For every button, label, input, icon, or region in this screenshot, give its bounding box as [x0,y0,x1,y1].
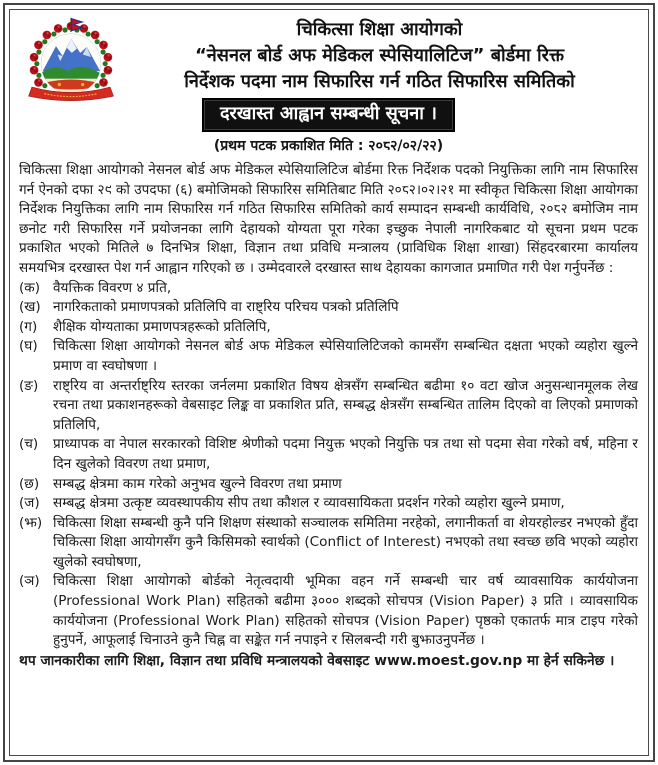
item-label: (घ) [19,338,38,355]
org-title-line-2: “नेसनल बोर्ड अफ मेडिकल स्पेसियालिटिज” बोर्डमा रिक्त [194,45,565,66]
item-label: (छ) [19,475,40,492]
notice-header [19,14,638,156]
item-label: (ग) [19,318,38,335]
footer-note [19,652,638,672]
item-label: (ङ) [19,377,39,394]
item-text: नागरिकताको प्रमाणपत्रको प्रतिलिपि वा राष्ट्रिय परिचय पत्रको प्रतिलिपि [53,299,399,316]
org-title-block [121,14,638,95]
intro-paragraph: चिकित्सा शिक्षा आयोगको नेसनल बोर्ड अफ मेडिकल स्पेसियालिटिज बोर्डमा रिक्त निर्देशक पदको नियुक्तिका लागि नाम सिफारिस गर्न ऐनको दफा २९ को उपदफा (६) बमोजिमको सिफारिस समितिबाट मिति २०८२।०२।२१ मा स्वीकृत चिकित्सा शिक्षा आयोगका निर्देशक नियुक्तिका लागि नाम सिफारिस गर्न गठित सिफारिस समितिको कार्य सम्पादन सम्बन्धी कार्यविधि, २०८२ बमोजिम नाम छनोट गरी सिफारिस गर्ने प्रयोजनका लागि देहायको योग्यता पूरा गरेका इच्छुक नेपाली नागरिकबाट यो सूचना प्रथम पटक प्रकाशित भएको मितिले ७ दिनभित्र शिक्षा, विज्ञान तथा प्रविधि मन्त्रालय (प्राविधिक शिक्षा शाखा) सिंहदरबारमा कार्यालय समयभित्र दरखास्त पेश गर्न आह्वान गरिएको छ । उम्मेदवारले दरखास्त साथ देहायका कागजात प्रमाणित गरी पेश गर्नुपर्नेछ : [19,162,638,276]
item-text: चिकित्सा शिक्षा सम्बन्धी कुनै पनि शिक्षण संस्थाको सञ्चालक समितिमा नरहेको, लगानीकर्ता वा शेयरहोल्डर नभएको हुँदा चिकित्सा शिक्षा आयोगसँग कुनै किसिमको स्वार्थको (Conflict of Interest) नभएको तथा स्वच्छ छवि भएको व्यहोरा खुलेको स्वघोषणा, [53,514,638,570]
item-text: सम्बद्ध क्षेत्रमा उत्कृष्ट व्यवस्थापकीय सीप तथा कौशल र व्यावसायिकता प्रदर्शन गरेको व्यहोरा खुल्ने प्रमाण, [53,495,565,512]
org-title-line-1: चिकित्सा शिक्षा आयोगको [296,19,463,40]
item-label: (ञ) [19,573,40,590]
notice-title: दरखास्त आह्वान सम्बन्धी सूचना । [202,98,455,132]
item-text: चिकित्सा शिक्षा आयोगको बोर्डको नेतृत्वदायी भूमिका वहन गर्ने सम्बन्धी चार वर्ष व्यावसायिक कार्ययोजना (Professional Work Plan) सहितको बढीमा ३००० शब्दको सोचपत्र (Vision Paper) ३ प्रति । व्यावसायिक कार्ययोजना (Professional Work Plan) सहितको सोचपत्र (Vision Paper) पृष्ठको एकातर्फ मात्र टाइप गरेको हुनुपर्ने, आफूलाई चिनाउने कुनै चिह्न वा सङ्केत गर्न नपाइने र सिलबन्दी गरी बुझाउनुपर्नेछ । [53,573,638,649]
list-item [19,475,638,495]
website-url: www.moest.gov.np [374,652,523,669]
inner-border-frame [9,9,649,756]
item-label: (क) [19,279,41,296]
list-item [19,337,638,376]
list-item [19,298,638,318]
notice-body [19,161,638,751]
list-item [19,279,638,299]
item-label: (च) [19,436,39,453]
list-item [19,435,638,474]
list-item [19,572,638,650]
list-item [19,377,638,436]
list-item [19,318,638,338]
outer-border-frame [3,3,655,762]
item-label: (ख) [19,299,41,316]
item-label: (ज) [19,495,40,512]
publish-date: (प्रथम पटक प्रकाशित मिति : २०८२/०२/२२) [213,138,444,154]
item-text: वैयक्तिक विवरण ४ प्रति, [53,279,172,296]
item-label: (झ) [19,514,43,531]
item-text: शैक्षिक योग्यताका प्रमाणपत्रहरूको प्रतिलिपि, [53,318,271,335]
org-title-line-3: निर्देशक पदमा नाम सिफारिस गर्न गठित सिफारिस समितिको [184,71,575,92]
nepal-government-emblem-logo [21,15,121,114]
list-item [19,494,638,514]
footer-text-prefix: थप जानकारीका लागि शिक्षा, विज्ञान तथा प्रविधि मन्त्रालयको वेबसाइट [19,652,375,669]
item-text: चिकित्सा शिक्षा आयोगको नेसनल बोर्ड अफ मेडिकल स्पेसियालिटिजको कामसँग सम्बन्धित दक्षता भएको व्यहोरा खुल्ने प्रमाण वा स्वघोषणा । [53,338,638,374]
required-documents-list [19,279,638,651]
item-text: राष्ट्रिय वा अन्तर्राष्ट्रिय स्तरका जर्नलमा प्रकाशित विषय क्षेत्रसँग सम्बन्धित बढीमा १० वटा खोज अनुसन्धानमूलक लेख रचना तथा प्रकाशनहरूको वेबसाइट लिङ्क वा प्रकाशित प्रति, सम्बद्ध क्षेत्रसँग सम्बन्धित तालिम दिएको वा लिएको प्रमाणको प्रतिलिपि, [53,377,638,433]
nepal-emblem-icon [21,15,121,114]
item-text: सम्बद्ध क्षेत्रमा काम गरेको अनुभव खुल्ने विवरण तथा प्रमाण [53,475,342,492]
item-text: प्राध्यापक वा नेपाल सरकारको विशिष्ट श्रेणीको पदमा नियुक्त भएको नियुक्ति पत्र तथा सो पदमा सेवा गरेको वर्ष, महिना र दिन खुलेको विवरण तथा प्रमाण, [53,436,638,472]
list-item [19,514,638,573]
footer-text-suffix: मा हेर्न सकिनेछ । [522,652,615,669]
